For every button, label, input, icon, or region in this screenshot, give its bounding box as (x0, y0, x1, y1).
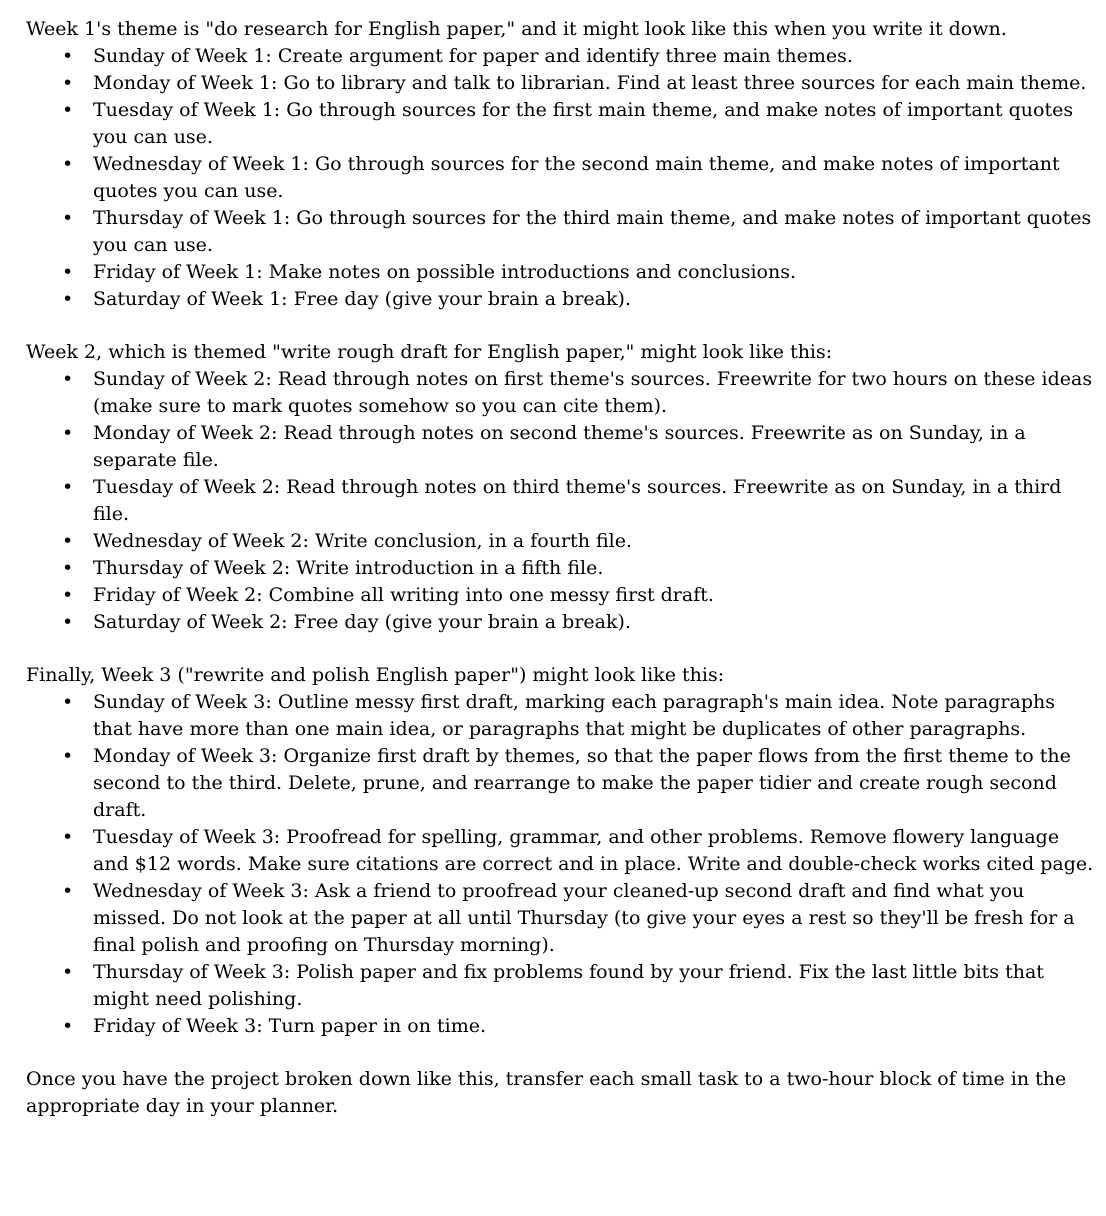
list-item-text: Thursday of Week 2: Write introduction in a fifth file. (93, 557, 604, 579)
list-item (62, 97, 1096, 151)
bullet-icon: • (62, 584, 74, 606)
list-item-text: Wednesday of Week 2: Write conclusion, in a fourth file. (93, 530, 633, 552)
bullet-icon: • (62, 99, 74, 121)
document-page (26, 16, 1096, 1120)
list-item-text: Saturday of Week 2: Free day (give your brain a break). (93, 611, 631, 633)
bullet-icon: • (62, 557, 74, 579)
list-item-text: Monday of Week 2: Read through notes on second theme's sources. Freewrite as on Sunday, in a separate file. (93, 422, 1026, 471)
list-item (62, 582, 1096, 609)
list-item (62, 878, 1096, 959)
week3-intro: Finally, Week 3 ("rewrite and polish English paper") might look like this: (26, 664, 725, 686)
list-item (62, 259, 1096, 286)
bullet-icon: • (62, 288, 74, 310)
list-item (62, 43, 1096, 70)
bullet-icon: • (62, 207, 74, 229)
week3-task-list (26, 689, 1096, 1040)
week2-task-list (26, 366, 1096, 636)
bullet-icon: • (62, 45, 74, 67)
bullet-icon: • (62, 261, 74, 283)
list-item-text: Monday of Week 1: Go to library and talk to librarian. Find at least three sources for each main theme. (93, 72, 1087, 94)
bullet-icon: • (62, 745, 74, 767)
week2-intro: Week 2, which is themed "write rough draft for English paper," might look like this: (26, 341, 833, 363)
list-item (62, 689, 1096, 743)
list-item (62, 528, 1096, 555)
bullet-icon: • (62, 691, 74, 713)
bullet-icon: • (62, 961, 74, 983)
closing-paragraph: Once you have the project broken down like this, transfer each small task to a two-hour block of time in the appropriate day in your planner. (26, 1068, 1067, 1117)
week1-section (26, 16, 1096, 313)
list-item-text: Friday of Week 3: Turn paper in on time. (93, 1015, 487, 1037)
list-item (62, 743, 1096, 824)
bullet-icon: • (62, 153, 74, 175)
list-item (62, 366, 1096, 420)
list-item (62, 70, 1096, 97)
bullet-icon: • (62, 476, 74, 498)
list-item (62, 474, 1096, 528)
week1-intro: Week 1's theme is "do research for English paper," and it might look like this when you write it down. (26, 18, 1007, 40)
list-item-text: Sunday of Week 1: Create argument for paper and identify three main themes. (93, 45, 853, 67)
list-item (62, 555, 1096, 582)
list-item (62, 151, 1096, 205)
list-item-text: Wednesday of Week 3: Ask a friend to proofread your cleaned-up second draft and find what you missed. Do not look at the paper at all until Thursday (to give your eyes a rest so they'll be fresh for a final polish and proofing on Thursday morning). (93, 880, 1075, 956)
list-item-text: Thursday of Week 3: Polish paper and fix problems found by your friend. Fix the last little bits that might need polishing. (93, 961, 1044, 1010)
week1-task-list (26, 43, 1096, 313)
list-item (62, 420, 1096, 474)
list-item (62, 1013, 1096, 1040)
bullet-icon: • (62, 611, 74, 633)
list-item-text: Monday of Week 3: Organize first draft by themes, so that the paper flows from the first theme to the second to the third. Delete, prune, and rearrange to make the paper tidier and create rough second draft. (93, 745, 1071, 821)
bullet-icon: • (62, 368, 74, 390)
list-item (62, 286, 1096, 313)
list-item-text: Tuesday of Week 1: Go through sources for the first main theme, and make notes of important quotes you can use. (93, 99, 1074, 148)
bullet-icon: • (62, 880, 74, 902)
bullet-icon: • (62, 422, 74, 444)
list-item-text: Friday of Week 1: Make notes on possible introductions and conclusions. (93, 261, 797, 283)
bullet-icon: • (62, 530, 74, 552)
week2-section (26, 339, 1096, 636)
list-item (62, 609, 1096, 636)
list-item-text: Sunday of Week 3: Outline messy first draft, marking each paragraph's main idea. Note paragraphs that have more than one main idea, or paragraphs that might be duplicates of other paragraphs. (93, 691, 1055, 740)
list-item-text: Friday of Week 2: Combine all writing into one messy first draft. (93, 584, 714, 606)
bullet-icon: • (62, 72, 74, 94)
list-item (62, 205, 1096, 259)
bullet-icon: • (62, 1015, 74, 1037)
list-item-text: Sunday of Week 2: Read through notes on first theme's sources. Freewrite for two hours on these ideas (make sure to mark quotes somehow so you can cite them). (93, 368, 1093, 417)
list-item (62, 824, 1096, 878)
list-item (62, 959, 1096, 1013)
bullet-icon: • (62, 826, 74, 848)
list-item-text: Tuesday of Week 2: Read through notes on third theme's sources. Freewrite as on Sunday, in a third file. (93, 476, 1062, 525)
list-item-text: Wednesday of Week 1: Go through sources for the second main theme, and make notes of important quotes you can use. (93, 153, 1060, 202)
list-item-text: Saturday of Week 1: Free day (give your brain a break). (93, 288, 631, 310)
week3-section (26, 662, 1096, 1040)
list-item-text: Thursday of Week 1: Go through sources for the third main theme, and make notes of important quotes you can use. (93, 207, 1092, 256)
list-item-text: Tuesday of Week 3: Proofread for spelling, grammar, and other problems. Remove flowery language and $12 words. Make sure citations are correct and in place. Write and double-check works cited page. (93, 826, 1094, 875)
